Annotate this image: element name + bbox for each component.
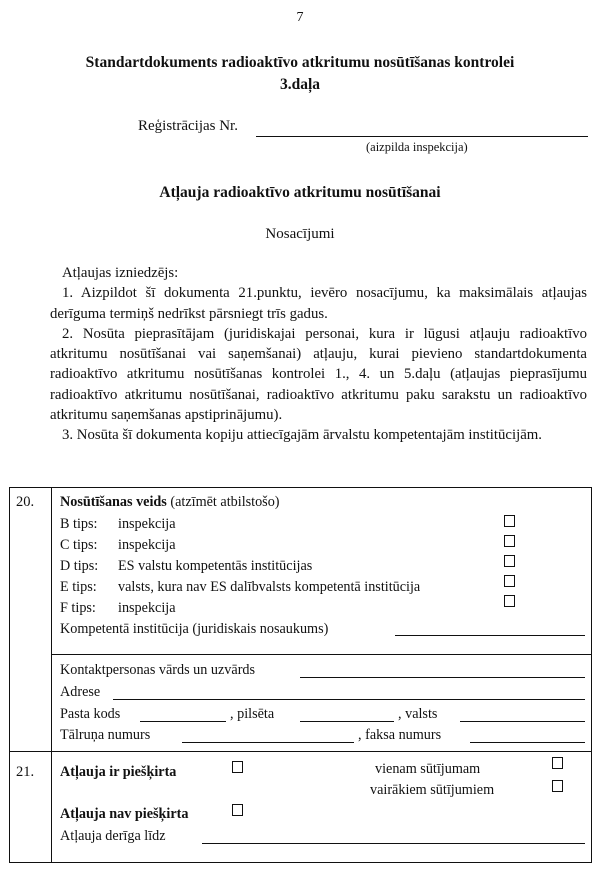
type-f-checkbox[interactable]: [504, 595, 515, 607]
registration-label: Reģistrācijas Nr.: [138, 118, 238, 134]
shipment-type-heading-note: (atzīmēt atbilstošo): [166, 494, 280, 510]
conditions-text: [50, 263, 587, 446]
postal-code-label: Pasta kods: [60, 706, 121, 722]
country-label: , valsts: [398, 706, 438, 722]
fax-field[interactable]: [470, 742, 585, 743]
type-e-text: valsts, kura nav ES dalībvalsts kompetentā institūcija: [118, 579, 421, 595]
type-c-checkbox[interactable]: [504, 535, 515, 547]
type-f-code: F tips:: [60, 600, 96, 616]
conditions-title: Nosacījumi: [265, 226, 335, 242]
phone-label: Tālruņa numurs: [60, 727, 151, 743]
valid-until-field[interactable]: [202, 843, 585, 844]
type-d-checkbox[interactable]: [504, 555, 515, 567]
row-divider: [51, 654, 591, 655]
document-title-line1: Standartdokuments radioaktīvo atkritumu nosūtīšanas kontrolei: [85, 54, 515, 71]
type-b-code: B tips:: [60, 516, 98, 532]
type-c-code: C tips:: [60, 537, 98, 553]
condition-item: 1. Aizpildot šī dokumenta 21.punktu, ievēro nosacījumu, ka maksimālais atļaujas derīguma termiņš nedrīkst pārsniegt trīs gadus.: [50, 285, 587, 322]
valid-until-label: Atļauja derīga līdz: [60, 828, 166, 844]
shipment-type-heading: [60, 494, 280, 511]
city-field[interactable]: [300, 721, 394, 722]
single-shipment-label: vienam sūtījumam: [375, 761, 481, 777]
postal-code-field[interactable]: [140, 721, 226, 722]
type-d-code: D tips:: [60, 558, 99, 574]
issuer-label: Atļaujas izniedzējs:: [62, 265, 179, 281]
permit-form-table: [9, 487, 592, 863]
fax-label: , faksa numurs: [358, 727, 442, 743]
competent-authority-field[interactable]: [395, 635, 585, 636]
phone-field[interactable]: [182, 742, 354, 743]
shipment-type-heading-bold: Nosūtīšanas veids: [60, 494, 167, 510]
type-e-code: E tips:: [60, 579, 97, 595]
document-title-line2: 3.daļa: [279, 76, 321, 93]
section-21-number: 21.: [16, 764, 35, 780]
city-label: , pilsēta: [230, 706, 275, 722]
permit-not-granted-checkbox[interactable]: [232, 804, 243, 816]
type-b-text: inspekcija: [118, 516, 176, 532]
registration-row: [138, 118, 588, 158]
permit-title: Atļauja radioaktīvo atkritumu nosūtīšanai: [159, 184, 441, 201]
permit-granted-label: Atļauja ir piešķirta: [60, 764, 177, 780]
multiple-shipments-checkbox[interactable]: [552, 780, 563, 792]
type-c-text: inspekcija: [118, 537, 176, 553]
address-field[interactable]: [113, 699, 585, 700]
competent-authority-label: Kompetentā institūcija (juridiskais nosaukums): [60, 621, 329, 637]
type-b-checkbox[interactable]: [504, 515, 515, 527]
column-divider: [51, 488, 52, 862]
permit-not-granted-label: Atļauja nav piešķirta: [60, 806, 189, 822]
type-e-checkbox[interactable]: [504, 575, 515, 587]
registration-number-field[interactable]: [256, 136, 588, 137]
section-divider: [10, 751, 591, 752]
condition-item: 3. Nosūta šī dokumenta kopiju attiecīgajām ārvalstu kompetentajām institūcijām.: [62, 427, 542, 444]
section-20-number: 20.: [16, 494, 35, 510]
single-shipment-checkbox[interactable]: [552, 757, 563, 769]
document-title: [0, 52, 600, 96]
contact-name-label: Kontaktpersonas vārds un uzvārds: [60, 662, 256, 678]
multiple-shipments-label: vairākiem sūtījumiem: [370, 782, 495, 798]
type-f-text: inspekcija: [118, 600, 176, 616]
type-d-text: ES valstu kompetentās institūcijas: [118, 558, 313, 574]
page-number: 7: [296, 10, 304, 25]
condition-item: 2. Nosūta pieprasītājam (juridiskajai personai, kura ir lūgusi atļauju radioaktīvo atkritumu nosūtīšanai vai saņemšanai) atļauju, kurai pievieno standartdokumenta radioaktīvo atkritumu nosūtīšanas kontrolei 1., 4. un 5.daļu (atļaujas pieprasījumu radioaktīvo atkritumu nosūtīšanai, radioaktīvo atkritumu paku sarakstu un radioaktīvo atkritumu saņemšanas apstiprinājumu).: [50, 325, 587, 424]
registration-note: (aizpilda inspekcija): [366, 140, 468, 154]
permit-granted-checkbox[interactable]: [232, 761, 243, 773]
address-label: Adrese: [60, 684, 101, 700]
country-field[interactable]: [460, 721, 585, 722]
contact-name-field[interactable]: [300, 677, 585, 678]
